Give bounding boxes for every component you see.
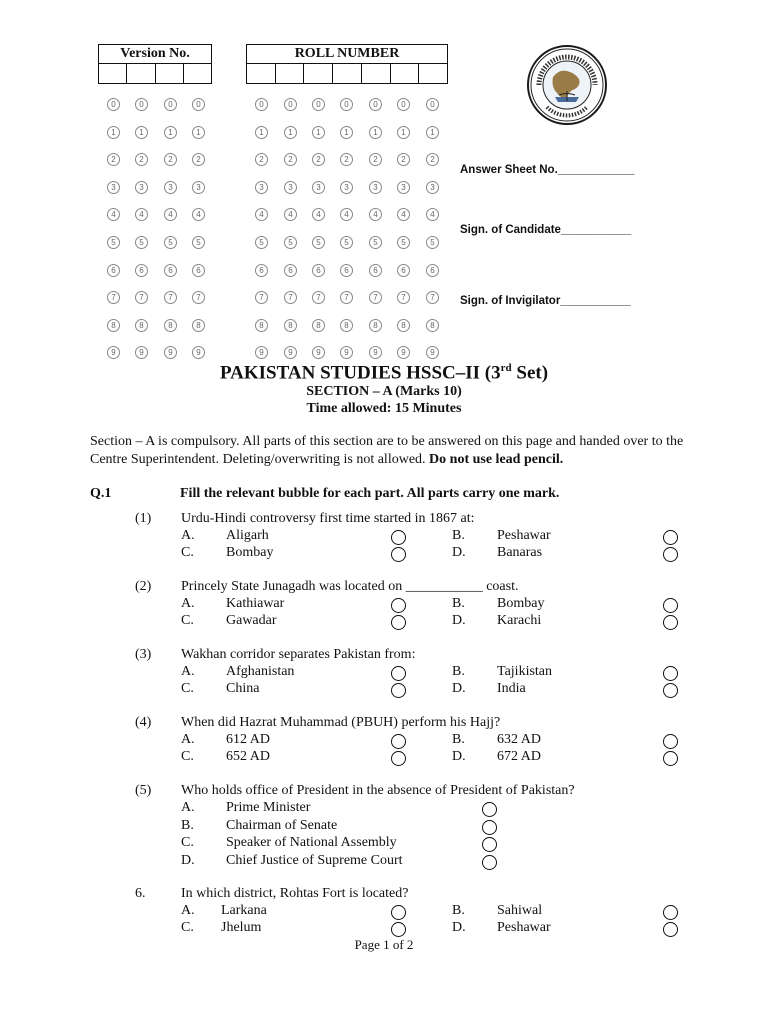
digit-bubble[interactable]: 2: [192, 153, 205, 166]
option-label: D.: [452, 613, 466, 628]
digit-bubble[interactable]: 3: [164, 181, 177, 194]
option-label: B.: [452, 528, 465, 543]
digit-bubble[interactable]: 4: [340, 208, 353, 221]
question-1-header: Q.1 Fill the relevant bubble for each part. All parts carry one mark.: [90, 486, 560, 501]
digit-bubble[interactable]: 3: [135, 181, 148, 194]
option-label: D.: [452, 749, 466, 764]
digit-bubble[interactable]: 4: [312, 208, 325, 221]
question-number: 6.: [135, 886, 146, 901]
answer-bubble[interactable]: [391, 905, 406, 920]
version-title: Version No.: [99, 45, 211, 64]
answer-bubble[interactable]: [391, 683, 406, 698]
digit-bubble[interactable]: 7: [369, 291, 382, 304]
digit-bubble[interactable]: 0: [255, 98, 268, 111]
option-text: Tajikistan: [497, 664, 553, 679]
digit-bubble[interactable]: 1: [135, 126, 148, 139]
digit-bubble[interactable]: 2: [255, 153, 268, 166]
digit-bubble[interactable]: 4: [164, 208, 177, 221]
option-text: China: [226, 681, 260, 696]
option-label: A.: [181, 903, 195, 918]
answer-bubble[interactable]: [663, 530, 678, 545]
board-logo: [527, 45, 607, 125]
option-label: C.: [181, 920, 194, 935]
option-label: B.: [452, 903, 465, 918]
option-label: A.: [181, 800, 195, 815]
digit-bubble[interactable]: 3: [107, 181, 120, 194]
digit-bubble[interactable]: 4: [255, 208, 268, 221]
answer-bubble[interactable]: [663, 666, 678, 681]
section-heading: SECTION – A (Marks 10): [306, 384, 462, 399]
answer-bubble[interactable]: [482, 855, 497, 870]
digit-bubble[interactable]: 2: [312, 153, 325, 166]
option-text: Prime Minister: [226, 800, 311, 815]
roll-digit-column: [312, 98, 325, 374]
digit-bubble[interactable]: 3: [255, 181, 268, 194]
digit-bubble[interactable]: 8: [255, 319, 268, 332]
digit-bubble[interactable]: 0: [369, 98, 382, 111]
option-label: C.: [181, 835, 194, 850]
question-text: Wakhan corridor separates Pakistan from:: [181, 647, 416, 662]
digit-bubble[interactable]: 0: [397, 98, 410, 111]
answer-bubble[interactable]: [663, 547, 678, 562]
digit-bubble[interactable]: 5: [135, 236, 148, 249]
digit-bubble[interactable]: 9: [426, 346, 439, 359]
digit-bubble[interactable]: 6: [397, 264, 410, 277]
roll-number-grid: [246, 44, 448, 84]
digit-bubble[interactable]: 0: [426, 98, 439, 111]
option-text: Bombay: [226, 545, 274, 560]
option-text: Banaras: [497, 545, 543, 560]
digit-bubble[interactable]: 1: [164, 126, 177, 139]
option-text: Gawadar: [226, 613, 277, 628]
digit-bubble[interactable]: 6: [192, 264, 205, 277]
roll-digit-column: [426, 98, 439, 374]
option-text: Sahiwal: [497, 903, 543, 918]
digit-bubble[interactable]: 3: [192, 181, 205, 194]
digit-bubble[interactable]: 1: [426, 126, 439, 139]
option-text: Chief Justice of Supreme Court: [226, 852, 403, 868]
digit-bubble[interactable]: 3: [312, 181, 325, 194]
question-number: (2): [135, 579, 152, 594]
option-label: C.: [181, 613, 194, 628]
digit-bubble[interactable]: 5: [397, 236, 410, 249]
digit-bubble[interactable]: 2: [284, 153, 297, 166]
answer-bubble[interactable]: [391, 751, 406, 766]
option-label: D.: [181, 852, 195, 868]
roll-digit-column: [397, 98, 410, 374]
option-text: 672 AD: [497, 749, 541, 764]
answer-bubble[interactable]: [391, 615, 406, 630]
option-text: Afghanistan: [226, 664, 295, 679]
question-number: (1): [135, 511, 152, 526]
digit-bubble[interactable]: 5: [164, 236, 177, 249]
digit-bubble[interactable]: 9: [397, 346, 410, 359]
digit-bubble[interactable]: 6: [284, 264, 297, 277]
digit-bubble[interactable]: 6: [312, 264, 325, 277]
digit-bubble[interactable]: 8: [164, 319, 177, 332]
question-number: (3): [135, 647, 152, 662]
digit-bubble[interactable]: 4: [369, 208, 382, 221]
option-text: 652 AD: [226, 749, 270, 764]
digit-bubble[interactable]: 8: [312, 319, 325, 332]
roll-digit-column: [255, 98, 268, 374]
digit-bubble[interactable]: 7: [426, 291, 439, 304]
option-label: A.: [181, 664, 195, 679]
digit-bubble[interactable]: 5: [255, 236, 268, 249]
option-label: B.: [452, 596, 465, 611]
option-text: Bombay: [497, 596, 545, 611]
option-label: D.: [452, 545, 466, 560]
digit-bubble[interactable]: 7: [312, 291, 325, 304]
digit-bubble[interactable]: 8: [107, 319, 120, 332]
digit-bubble[interactable]: 1: [107, 126, 120, 139]
version-digit-column: [135, 98, 148, 374]
version-digit-column: [164, 98, 177, 374]
digit-bubble[interactable]: 2: [135, 153, 148, 166]
question-text: Who holds office of President in the absence of President of Pakistan?: [181, 783, 575, 798]
page-number: Page 1 of 2: [354, 937, 414, 952]
answer-bubble[interactable]: [663, 734, 678, 749]
question-number: (4): [135, 715, 152, 730]
roll-cells[interactable]: [247, 64, 447, 83]
roll-digit-column: [284, 98, 297, 374]
option-text: Peshawar: [497, 920, 551, 935]
option-text: Jhelum: [221, 920, 262, 935]
exam-title: PAKISTAN STUDIES HSSC–II (3rd Set): [219, 362, 549, 384]
option-text: Chairman of Senate: [226, 817, 338, 833]
digit-bubble[interactable]: 1: [397, 126, 410, 139]
digit-bubble[interactable]: 0: [340, 98, 353, 111]
digit-bubble[interactable]: 0: [284, 98, 297, 111]
digit-bubble[interactable]: 4: [192, 208, 205, 221]
digit-bubble[interactable]: 0: [107, 98, 120, 111]
option-text: Peshawar: [497, 528, 551, 543]
digit-bubble[interactable]: 5: [192, 236, 205, 249]
digit-bubble[interactable]: 3: [426, 181, 439, 194]
digit-bubble[interactable]: 2: [369, 153, 382, 166]
digit-bubble[interactable]: 7: [284, 291, 297, 304]
digit-bubble[interactable]: 7: [135, 291, 148, 304]
digit-bubble[interactable]: 5: [107, 236, 120, 249]
answer-bubble[interactable]: [482, 820, 497, 835]
digit-bubble[interactable]: 7: [340, 291, 353, 304]
option-label: B.: [181, 817, 194, 833]
digit-bubble[interactable]: 8: [369, 319, 382, 332]
question-text: Urdu-Hindi controversy first time started in 1867 at:: [181, 511, 475, 526]
digit-bubble[interactable]: 9: [255, 346, 268, 359]
digit-bubble[interactable]: 3: [369, 181, 382, 194]
digit-bubble[interactable]: 9: [340, 346, 353, 359]
option-label: C.: [181, 749, 194, 764]
digit-bubble[interactable]: 2: [397, 153, 410, 166]
digit-bubble[interactable]: 1: [312, 126, 325, 139]
answer-bubble[interactable]: [663, 598, 678, 613]
candidate-signature[interactable]: Sign. of Candidate___________: [460, 224, 632, 236]
roll-digit-column: [369, 98, 382, 374]
version-digit-column: [192, 98, 205, 374]
roll-digit-column: [340, 98, 353, 374]
answer-bubble[interactable]: [663, 751, 678, 766]
question-text: Princely State Junagadh was located on ___________ coast.: [181, 579, 519, 594]
digit-bubble[interactable]: 0: [192, 98, 205, 111]
digit-bubble[interactable]: 5: [340, 236, 353, 249]
answer-bubble[interactable]: [391, 547, 406, 562]
digit-bubble[interactable]: 4: [284, 208, 297, 221]
digit-bubble[interactable]: 9: [369, 346, 382, 359]
answer-bubble[interactable]: [391, 922, 406, 937]
digit-bubble[interactable]: 8: [192, 319, 205, 332]
option-label: B.: [452, 664, 465, 679]
option-label: D.: [452, 920, 466, 935]
digit-bubble[interactable]: 4: [135, 208, 148, 221]
option-text: Speaker of National Assembly: [226, 835, 397, 850]
option-label: D.: [452, 681, 466, 696]
digit-bubble[interactable]: 2: [340, 153, 353, 166]
board-seal-icon: [529, 47, 605, 123]
digit-bubble[interactable]: 6: [426, 264, 439, 277]
option-label: C.: [181, 545, 194, 560]
answer-bubble[interactable]: [482, 837, 497, 852]
digit-bubble[interactable]: 2: [107, 153, 120, 166]
digit-bubble[interactable]: 6: [340, 264, 353, 277]
answer-bubble[interactable]: [482, 802, 497, 817]
digit-bubble[interactable]: 7: [397, 291, 410, 304]
digit-bubble[interactable]: 7: [107, 291, 120, 304]
option-text: Larkana: [221, 903, 267, 918]
digit-bubble[interactable]: 6: [369, 264, 382, 277]
digit-bubble[interactable]: 8: [284, 319, 297, 332]
digit-bubble[interactable]: 2: [164, 153, 177, 166]
option-text: 612 AD: [226, 732, 270, 747]
digit-bubble[interactable]: 5: [369, 236, 382, 249]
digit-bubble[interactable]: 1: [192, 126, 205, 139]
digit-bubble[interactable]: 0: [312, 98, 325, 111]
digit-bubble[interactable]: 1: [369, 126, 382, 139]
answer-bubble[interactable]: [663, 905, 678, 920]
option-text: Kathiawar: [226, 596, 285, 611]
version-digit-column: [107, 98, 120, 374]
digit-bubble[interactable]: 6: [135, 264, 148, 277]
digit-bubble[interactable]: 2: [426, 153, 439, 166]
answer-bubble[interactable]: [663, 683, 678, 698]
option-text: Karachi: [497, 613, 542, 628]
invigilator-signature[interactable]: Sign. of Invigilator___________: [460, 295, 631, 307]
digit-bubble[interactable]: 3: [340, 181, 353, 194]
digit-bubble[interactable]: 0: [164, 98, 177, 111]
option-label: A.: [181, 732, 195, 747]
digit-bubble[interactable]: 7: [192, 291, 205, 304]
digit-bubble[interactable]: 9: [135, 346, 148, 359]
digit-bubble[interactable]: 1: [340, 126, 353, 139]
question-number: (5): [135, 783, 152, 798]
option-label: A.: [181, 528, 195, 543]
digit-bubble[interactable]: 3: [284, 181, 297, 194]
digit-bubble[interactable]: 8: [340, 319, 353, 332]
digit-bubble[interactable]: 0: [135, 98, 148, 111]
digit-bubble[interactable]: 8: [426, 319, 439, 332]
answer-bubble[interactable]: [391, 666, 406, 681]
digit-bubble[interactable]: 9: [164, 346, 177, 359]
digit-bubble[interactable]: 9: [107, 346, 120, 359]
digit-bubble[interactable]: 3: [397, 181, 410, 194]
answer-bubble[interactable]: [391, 734, 406, 749]
digit-bubble[interactable]: 6: [164, 264, 177, 277]
question-text: When did Hazrat Muhammad (PBUH) perform his Hajj?: [181, 715, 501, 730]
digit-bubble[interactable]: 5: [312, 236, 325, 249]
digit-bubble[interactable]: 7: [164, 291, 177, 304]
time-allowed: Time allowed: 15 Minutes: [306, 401, 462, 416]
digit-bubble[interactable]: 8: [397, 319, 410, 332]
digit-bubble[interactable]: 9: [284, 346, 297, 359]
digit-bubble[interactable]: 5: [284, 236, 297, 249]
digit-bubble[interactable]: 5: [426, 236, 439, 249]
instructions: Section – A is compulsory. All parts of this section are to be answered on this page and handed over to the Centre Superintendent. Deleting/overwriting is not allowed. Do not use lead pencil.: [90, 434, 684, 467]
digit-bubble[interactable]: 8: [135, 319, 148, 332]
version-cells[interactable]: [99, 64, 211, 83]
option-label: A.: [181, 596, 195, 611]
roll-title: ROLL NUMBER: [247, 45, 447, 64]
answer-sheet-number[interactable]: Answer Sheet No.____________: [460, 164, 635, 176]
option-text: 632 AD: [497, 732, 541, 747]
option-label: C.: [181, 681, 194, 696]
digit-bubble[interactable]: 9: [312, 346, 325, 359]
answer-bubble[interactable]: [663, 922, 678, 937]
question-text: In which district, Rohtas Fort is located?: [181, 886, 409, 901]
digit-bubble[interactable]: 4: [397, 208, 410, 221]
digit-bubble[interactable]: 4: [426, 208, 439, 221]
option-text: India: [497, 681, 526, 696]
digit-bubble[interactable]: 7: [255, 291, 268, 304]
digit-bubble[interactable]: 1: [284, 126, 297, 139]
answer-bubble[interactable]: [391, 530, 406, 545]
option-text: Aligarh: [226, 528, 269, 543]
digit-bubble[interactable]: 6: [255, 264, 268, 277]
answer-bubble[interactable]: [663, 615, 678, 630]
option-label: B.: [452, 732, 465, 747]
digit-bubble[interactable]: 9: [192, 346, 205, 359]
version-number-grid: [98, 44, 212, 84]
digit-bubble[interactable]: 4: [107, 208, 120, 221]
digit-bubble[interactable]: 6: [107, 264, 120, 277]
digit-bubble[interactable]: 1: [255, 126, 268, 139]
answer-bubble[interactable]: [391, 598, 406, 613]
